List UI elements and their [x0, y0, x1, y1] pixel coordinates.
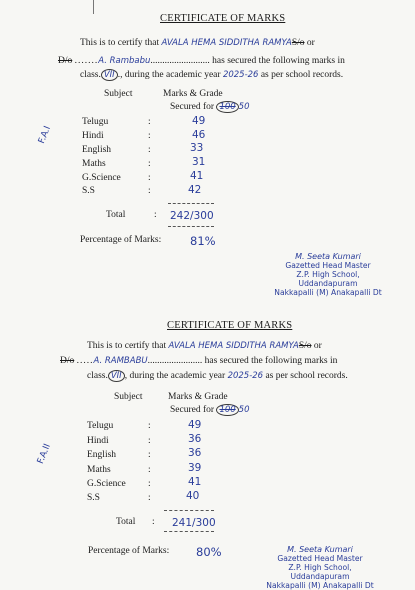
- total-rule: [168, 203, 214, 204]
- total-rule: [168, 226, 214, 227]
- separator-colon: :: [148, 421, 151, 431]
- percentage-label: Percentage of Marks:: [80, 235, 162, 245]
- signature: M. Seeta Kumari: [295, 252, 361, 261]
- separator-colon: :: [148, 479, 151, 489]
- subject-mark: 36: [188, 433, 202, 445]
- subject-name: S.S: [82, 186, 95, 196]
- parent-name: A. RAMBABU: [93, 356, 148, 366]
- subject-name: S.S: [87, 493, 100, 503]
- parent-line: D/o .......A. Rambabu......................... has secured the following marks in: [58, 56, 345, 66]
- separator-colon: :: [148, 159, 151, 169]
- separator-colon: :: [148, 436, 151, 446]
- subject-header: Subject: [114, 392, 143, 402]
- percentage-value: 81%: [190, 234, 216, 248]
- subject-name: G.Science: [82, 173, 121, 183]
- scan-edge-line: [93, 0, 94, 14]
- subject-header: Subject: [104, 89, 133, 99]
- total-label: Total: [106, 210, 126, 220]
- subject-mark: 41: [188, 476, 202, 488]
- marks-header: Marks & Grade: [163, 89, 223, 99]
- subject-mark: 40: [186, 490, 200, 502]
- subject-mark: 46: [192, 129, 206, 141]
- percentage-value: 80%: [196, 545, 222, 559]
- headmaster-stamp: M. Seeta Kumari Gazetted Head Master Z.P. High School, Uddandapuram Nakkapalli (M) Anakapalli Dt: [258, 545, 382, 590]
- fa-label: F.A.I: [37, 124, 54, 146]
- subject-name: G.Science: [87, 479, 126, 489]
- separator-colon: :: [148, 131, 151, 141]
- signature: M. Seeta Kumari: [287, 545, 353, 554]
- subject-name: Maths: [87, 465, 111, 475]
- subject-name: Maths: [82, 159, 106, 169]
- class-value: VII: [101, 69, 118, 81]
- total-rule: [164, 510, 214, 511]
- total-label: Total: [116, 517, 136, 527]
- class-value: VII: [108, 370, 125, 382]
- separator-colon: :: [148, 117, 151, 127]
- certificate-title: CERTIFICATE OF MARKS: [167, 320, 293, 331]
- subject-mark: 33: [190, 142, 204, 154]
- subject-mark: 42: [188, 184, 202, 196]
- subject-mark: 41: [190, 170, 204, 182]
- intro-line: This is to certify that AVALA HEMA SIDDITHA RAMYAS/o or: [87, 341, 322, 351]
- separator-colon: :: [148, 450, 151, 460]
- separator-colon: :: [148, 186, 151, 196]
- certificate-title: CERTIFICATE OF MARKS: [160, 13, 286, 24]
- subject-name: Telugu: [82, 117, 109, 127]
- separator-colon: :: [152, 517, 155, 527]
- academic-year: 2025-26: [222, 70, 259, 80]
- parent-name: A. Rambabu: [98, 56, 151, 66]
- separator-colon: :: [148, 493, 151, 503]
- secured-for: Secured for 100 50: [170, 405, 250, 415]
- subject-name: English: [87, 450, 117, 460]
- subject-mark: 49: [188, 419, 202, 431]
- academic-year: 2025-26: [227, 371, 264, 381]
- separator-colon: :: [154, 210, 157, 220]
- separator-colon: :: [148, 145, 151, 155]
- subject-mark: 39: [188, 462, 202, 474]
- separator-colon: :: [148, 465, 151, 475]
- subject-mark: 36: [188, 447, 202, 459]
- headmaster-stamp: M. Seeta Kumari Gazetted Head Master Z.P. High School, Uddandapuram Nakkapalli (M) Anakapalli Dt: [268, 252, 388, 297]
- subject-name: Telugu: [87, 421, 114, 431]
- percentage-label: Percentage of Marks:: [88, 546, 170, 556]
- intro-line: This is to certify that AVALA HEMA SIDDITHA RAMYAS/o or: [80, 38, 315, 48]
- separator-colon: :: [148, 173, 151, 183]
- subject-name: English: [82, 145, 112, 155]
- subject-name: Hindi: [82, 131, 104, 141]
- class-line: class. VII ., during the academic year 2025-26 as per school records.: [80, 70, 344, 80]
- marks-header: Marks & Grade: [168, 392, 228, 402]
- parent-line: D/o .....A. RAMBABU....................... has secured the following marks in: [60, 356, 338, 366]
- student-name: AVALA HEMA SIDDITHA RAMYA: [168, 341, 299, 351]
- subject-name: Hindi: [87, 436, 109, 446]
- subject-mark: 49: [192, 115, 206, 127]
- total-value: 241/300: [172, 517, 216, 529]
- fa-label: F.A.II: [35, 442, 53, 466]
- total-value: 242/300: [170, 210, 214, 222]
- secured-for: Secured for 100 50: [170, 102, 250, 112]
- class-line: class. VII , during the academic year 2025-26 as per school records.: [87, 371, 348, 381]
- student-name: AVALA HEMA SIDDITHA RAMYA: [161, 38, 292, 48]
- subject-mark: 31: [192, 156, 206, 168]
- total-rule: [164, 531, 214, 532]
